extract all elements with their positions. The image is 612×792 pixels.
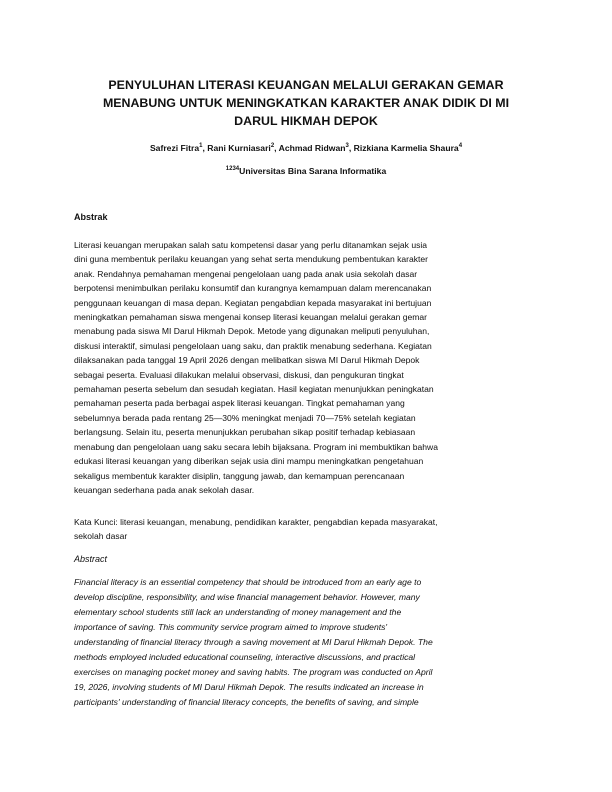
- abstrak-line: pemahaman peserta pada berbagai aspek literasi keuangan. Tingkat pemahaman yang: [74, 398, 405, 409]
- abstract-line: Financial literacy is an essential competency that should be introduced from an early age to: [74, 577, 422, 587]
- abstrak-line: menabung pada siswa MI Darul Hikmah Depok. Metode yang digunakan meliputi penyuluhan,: [74, 326, 430, 337]
- abstract-line: methods employed included educational counseling, interactive discussions, and practical: [74, 652, 416, 662]
- abstrak-line: sebelumnya berada pada rentang 25—30% meningkat menjadi 70—75% setelah kegiatan: [74, 412, 416, 423]
- abstrak-line: dilaksanakan pada tanggal 19 April 2026 dengan melibatkan siswa MI Darul Hikmah Depok: [74, 355, 420, 366]
- author-name: Achmad Ridwan: [278, 143, 346, 153]
- abstrak-line: edukasi literasi keuangan yang diberikan sejak usia dini mampu meningkatkan pengetahuan: [74, 456, 424, 467]
- abstract-line: elementary school students still lack an understanding of money management and the: [74, 607, 402, 617]
- title-line: DARUL HIKMAH DEPOK: [234, 114, 378, 128]
- paper-title: [70, 76, 542, 130]
- author-sup: 4: [458, 143, 463, 150]
- abstrak-line: berpotensi menimbulkan perilaku konsumtif dan kurangnya kemampuan dalam merencanakan: [74, 283, 432, 294]
- abstrak-line: Literasi keuangan merupakan salah satu kompetensi dasar yang perlu ditanamkan sejak usia: [74, 240, 428, 250]
- abstrak-line: penggunaan keuangan di masa depan. Kegiatan pengabdian kepada masyarakat ini bertujuan: [74, 297, 432, 308]
- title-line: MENABUNG UNTUK MENINGKATKAN KARAKTER ANAK DIDIK DI MI: [102, 96, 510, 110]
- author-list: Safrezi Fitra$^1$, Rani Kurniasari$^2$, Achmad Ridwan$^3$, Rizkiana Karmelia Shaura$^4$: [149, 143, 463, 153]
- abstract-line: exercises on managing pocket money and saving habits. The program was conducted on April: [74, 667, 433, 677]
- keywords-line: sekolah dasar: [74, 531, 128, 542]
- abstract-line: importance of saving. This community service program aimed to improve students': [74, 622, 388, 632]
- author-sup: 1: [199, 143, 203, 150]
- abstract-line: develop discipline, responsibility, and wise financial management behavior. However, many: [74, 592, 420, 602]
- abstract-heading: Abstract: [74, 554, 108, 564]
- abstrak-line: diskusi interaktif, simulasi pengelolaan uang saku, dan praktik menabung sederhana. Kegiatan: [74, 340, 432, 351]
- abstrak-line: dini guna membentuk perilaku keuangan yang sehat serta mendukung pembentukan karakter: [74, 254, 428, 265]
- abstrak-line: meningkatkan pemahaman siswa mengenai konsep literasi keuangan melalui gerakan gemar: [74, 312, 428, 323]
- abstrak-line: sekaligus membentuk karakter disiplin, tanggung jawab, dan kemampuan perencanaan: [74, 470, 405, 481]
- abstract-line: understanding of financial literacy through a saving movement at MI Darul Hikmah Depok. The: [74, 637, 433, 647]
- author-name: Safrezi Fitra: [149, 143, 200, 153]
- affiliation: [60, 166, 552, 176]
- abstrak-line: berlangsung. Selain itu, peserta menunjukkan perubahan sikap positif terhadap kebiasaan: [74, 427, 416, 438]
- abstract-line: 19, 2026, involving students of MI Darul Hikmah Depok. The results indicated an increase in: [74, 682, 424, 692]
- abstract-line: participants' understanding of financial literacy concepts, the benefits of saving, and simple: [74, 697, 419, 707]
- keywords-line: Kata Kunci: literasi keuangan, menabung, pendidikan karakter, pengabdian kepada masyarakat,: [74, 517, 438, 527]
- author-name: Rani Kurniasari: [207, 143, 271, 153]
- abstract-body: [74, 575, 540, 710]
- abstrak-line: sebagai peserta. Evaluasi dilakukan melalui observasi, diskusi, dan pengukuran tingkat: [74, 369, 404, 380]
- keywords: [74, 515, 540, 544]
- abstrak-line: keuangan sederhana pada anak sekolah dasar.: [74, 484, 255, 495]
- abstrak-body: [74, 238, 540, 497]
- abstrak-line: pemahaman peserta sebelum dan sesudah kegiatan. Hasil kegiatan menunjukkan peningkatan: [74, 384, 434, 395]
- abstrak-line: anak. Rendahnya pemahaman mengenai pengelolaan uang pada anak usia sekolah dasar: [74, 268, 418, 279]
- author-name: Rizkiana Karmelia Shaura: [353, 143, 459, 153]
- affiliation-text: Universitas Bina Sarana Informatika: [239, 166, 387, 176]
- abstrak-heading: Abstrak: [74, 212, 108, 222]
- author-sup: 2: [270, 143, 275, 150]
- title-line: PENYULUHAN LITERASI KEUANGAN MELALUI GERAKAN GEMAR: [108, 78, 504, 92]
- author-sup: 3: [345, 143, 349, 150]
- affiliation-sup: 1234: [225, 166, 240, 173]
- abstrak-line: menabung dan pengelolaan uang saku secara lebih bijaksana. Program ini membuktikan bahwa: [74, 441, 438, 452]
